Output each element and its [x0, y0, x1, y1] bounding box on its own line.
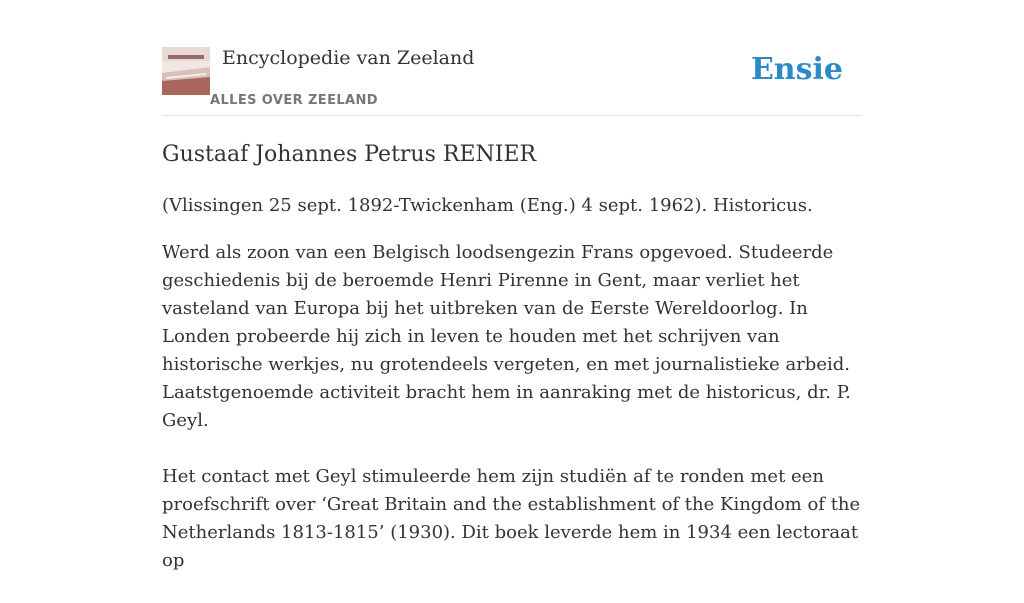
article-lead: (Vlissingen 25 sept. 1892-Twickenham (Eng.) 4 sept. 1962). Historicus. — [162, 195, 813, 216]
brand-logo[interactable]: Ensie — [750, 52, 843, 87]
site-tagline: ALLES OVER ZEELAND — [210, 93, 378, 108]
page-container — [162, 0, 862, 571]
site-logo-avatar[interactable] — [162, 47, 210, 95]
site-header — [162, 0, 862, 116]
logo-photo-icon — [162, 47, 210, 95]
article-paragraph: Het contact met Geyl stimuleerde hem zijn studiën af te ronden met een proefschrift over ‘Great Britain and the establishment of the Kingdom of the Netherlands 1813-1815’ (1930). Dit boek leverde hem in 1934 een lectoraat op — [162, 466, 861, 571]
article-title: Gustaaf Johannes Petrus RENIER — [162, 142, 537, 167]
site-name[interactable]: Encyclopedie van Zeeland — [222, 47, 475, 69]
article-paragraph: Werd als zoon van een Belgisch loodsengezin Frans opgevoed. Studeerde geschiedenis bij de beroemde Henri Pirenne in Gent, maar verliet het vasteland van Europa bij het uitbreken van de Eerste Wereldoorlog. In Londen probeerde hij zich in leven te houden met het schrijven van historische werkjes, nu grotendeels vergeten, en met journalistieke arbeid. Laatstgenoemde activiteit bracht hem in aanraking met de historicus, dr. P. Geyl. — [162, 242, 851, 431]
article-body — [162, 239, 862, 603]
